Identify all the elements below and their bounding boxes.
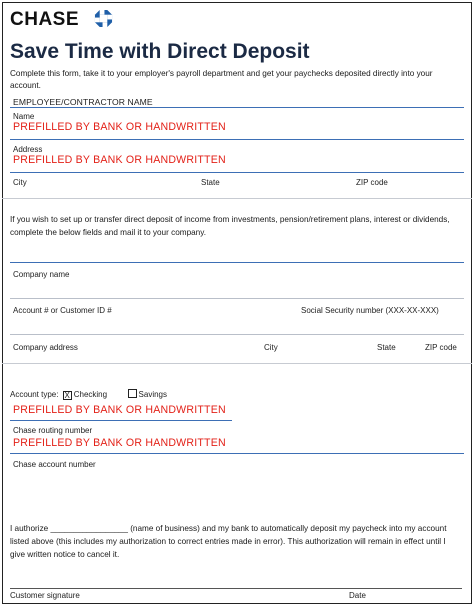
intro-text: Complete this form, take it to your employer's payroll department and get your paychecks deposited directly into your account. xyxy=(10,69,433,90)
account-number-rule xyxy=(10,453,464,454)
ssn-label: Social Security number (XXX-XX-XXX) xyxy=(301,306,439,315)
address-field[interactable]: PREFILLED BY BANK OR HANDWRITTEN xyxy=(13,154,226,166)
chase-octagon-icon xyxy=(94,9,113,28)
address-rule xyxy=(10,172,464,173)
employee-heading-rule xyxy=(10,107,464,108)
account-id-rule[interactable] xyxy=(10,298,464,299)
name-field[interactable]: PREFILLED BY BANK OR HANDWRITTEN xyxy=(13,121,226,133)
signature-label: Customer signature xyxy=(10,591,80,600)
company-name-label: Company name xyxy=(13,270,70,279)
form-frame xyxy=(2,2,472,604)
name-rule xyxy=(10,139,464,140)
address-label: Address xyxy=(13,145,43,154)
savings-label: Savings xyxy=(138,390,168,399)
account-type-row xyxy=(10,389,167,400)
company-name-rule[interactable] xyxy=(10,262,464,263)
section-separator-2 xyxy=(2,363,472,364)
savings-checkbox[interactable] xyxy=(128,389,137,398)
authorization-text: I authorize _________________ (name of business) and my bank to automatically deposit my paycheck into my account listed above (this includes my authorization to correct entries made in error). This authorization will remain in effect until I give written notice to cancel it. xyxy=(10,524,447,559)
transfer-instructions: If you wish to set up or transfer direct deposit of income from investments, pension/retirement plans, interest or dividends, complete the below fields and mail it to your company. xyxy=(10,215,450,237)
company-state-label: State xyxy=(377,343,396,352)
brand-logo-text: CHASE xyxy=(10,9,80,30)
company-address-label: Company address xyxy=(13,343,78,352)
account-number-label: Chase account number xyxy=(13,460,96,469)
checking-label: Checking xyxy=(73,390,108,399)
city-label: City xyxy=(13,178,27,187)
page-title: Save Time with Direct Deposit xyxy=(10,40,310,63)
zip-label: ZIP code xyxy=(356,178,388,187)
company-city-label: City xyxy=(264,343,278,352)
company-address-rule[interactable] xyxy=(10,334,464,335)
checking-checkbox[interactable]: X xyxy=(64,391,70,400)
routing-field[interactable]: PREFILLED BY BANK OR HANDWRITTEN xyxy=(13,404,226,416)
date-label: Date xyxy=(349,591,366,600)
signature-rule[interactable] xyxy=(10,588,462,589)
company-zip-label: ZIP code xyxy=(425,343,457,352)
routing-rule xyxy=(10,420,232,421)
routing-label: Chase routing number xyxy=(13,426,93,435)
name-label: Name xyxy=(13,112,35,121)
employee-name-heading: EMPLOYEE/CONTRACTOR NAME xyxy=(13,97,153,107)
state-label: State xyxy=(201,178,220,187)
account-number-field[interactable]: PREFILLED BY BANK OR HANDWRITTEN xyxy=(13,437,226,449)
account-type-label: Account type: xyxy=(10,390,59,399)
section-separator-1 xyxy=(2,198,472,199)
account-id-label: Account # or Customer ID # xyxy=(13,306,112,315)
